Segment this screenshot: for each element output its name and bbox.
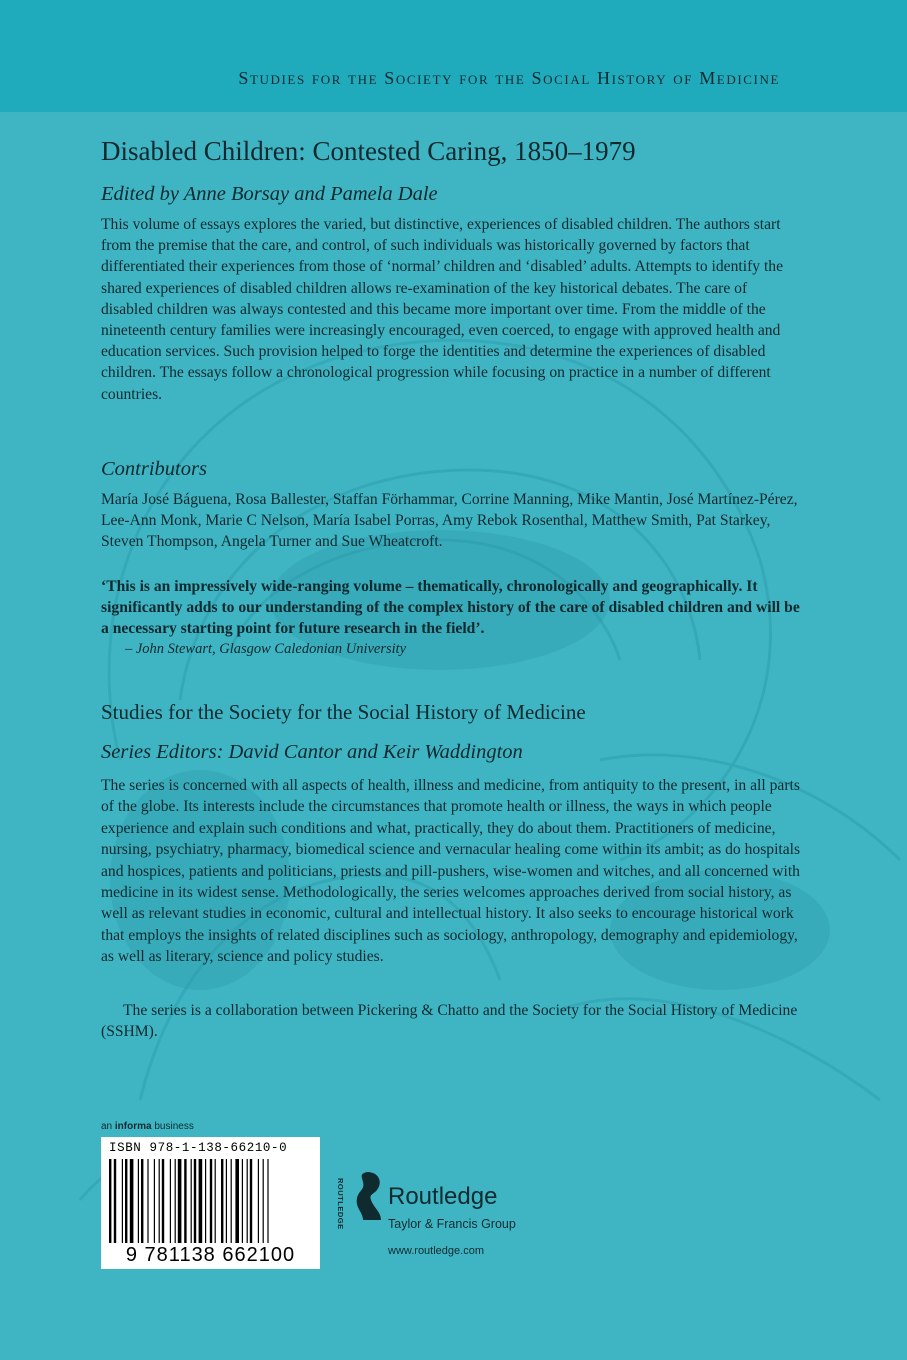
series-title: Studies for the Society for the Social History of Medicine [101,700,586,724]
series-collaboration-note: The series is a collaboration between Pickering & Chatto and the Society for the Social History of Medicine (SSHM). [101,1002,798,1041]
barcode-bars [109,1159,312,1243]
barcode-bar [235,1159,239,1243]
barcode-bar [130,1159,134,1243]
book-editors: Edited by Anne Borsay and Pamela Dale [101,183,438,205]
endorsement-quote: ‘This is an impressively wide-ranging volume – thematically, chronologically and geographically. It significantly adds to our understanding of the complex history of the care of disabled children and will be a necessary starting point for future research in the field’. [101,578,800,638]
barcode-bar [210,1159,212,1243]
barcode-bar [109,1159,111,1243]
barcode-bar [247,1159,248,1243]
isbn-label: ISBN 978-1-138-66210-0 [109,1141,288,1155]
barcode-bar [191,1159,192,1243]
routledge-logo-icon [341,1168,385,1224]
barcode-bar [258,1159,259,1243]
barcode-bar [114,1159,116,1243]
series-heading: Studies for the Society for the Social History of Medicine [238,68,780,88]
book-description: This volume of essays explores the varied, but distinctive, experiences of disabled children. The authors start from the premise that the care, and control, of such individuals was historically governed by factors that differentiated their experiences from those of ‘normal’ children and ‘disabled’ adults. Attempts to identify the shared experiences of disabled children allows re-examination of the key historical debates. The care of disabled children was always contested and this became more important over time. From the middle of the nineteenth century families were increasingly encouraged, even coerced, to engage with approved health and education services. Such provision helped to forge the identities and determine the experiences of disabled children. The essays follow a chronological progression while focusing on practice in a number of different countries. [101,216,784,403]
contributors-heading: Contributors [101,458,207,480]
header-band [0,0,907,112]
barcode-bar [170,1159,171,1243]
barcode-bar [242,1159,243,1243]
barcode-bar [205,1159,206,1243]
isbn-digits: 9 781138 662100 [125,1244,296,1266]
contributors-list: María José Báguena, Rosa Ballester, Staffan Förhammar, Corrine Manning, Mike Mantin, José Martínez-Pérez, Lee-Ann Monk, Marie C Nelson, María Isabel Porras, Amy Rebok Rosenthal, Matthew Smith, Pat Starkey, Steven Thompson, Angela Turner and Sue Wheatcroft. [101,491,798,551]
barcode-bar [141,1159,143,1243]
informa-business-label [101,1121,194,1132]
barcode-bar [175,1159,176,1243]
barcode-bar [147,1159,148,1243]
barcode-bar [184,1159,186,1243]
informa-prefix: an [101,1121,115,1132]
barcode-bar [250,1159,252,1243]
book-title: Disabled Children: Contested Caring, 1850–1979 [101,136,636,166]
endorsement-attribution: – John Stewart, Glasgow Caledonian University [125,641,407,657]
barcode-bar [154,1159,155,1243]
isbn-barcode [101,1137,320,1269]
barcode-bar [159,1159,160,1243]
barcode-bar [162,1159,164,1243]
barcode-bar [125,1159,127,1243]
barcode-bar [231,1159,232,1243]
publisher-name: Routledge [388,1183,498,1210]
barcode-bar [267,1159,268,1243]
series-description: The series is concerned with all aspects of health, illness and medicine, from antiquity to the present, in all parts of the globe. Its interests include the circumstances that promote health or illness, the ways in which people experience and explain such conditions and what, practically, they do about them. Practitioners of medicine, nursing, psychiatry, pharmacy, biomedical science and vernacular healing come within its ambit; as do hospitals and hospices, patients and politicians, priests and pill-pushers, wise-women and witches, and all concerned with medicine in its widest sense. Methodologically, the series welcomes approaches derived from social history, as well as relevant studies in economic, cultural and intellectual history. It also seeks to encourage historical work that employs the insights of related disciplines such as sociology, anthropology, demography and epidemiology, as well as literary, science and policy studies. [101,777,801,966]
publisher-vertical-mark: ROUTLEDGE [336,1178,345,1230]
publisher-group: Taylor & Francis Group [388,1217,516,1231]
informa-suffix: business [151,1121,194,1132]
barcode-bar [221,1159,223,1243]
barcode-bar [138,1159,139,1243]
barcode-bar [226,1159,227,1243]
publisher-url: www.routledge.com [388,1245,484,1257]
barcode-bar [122,1159,123,1243]
barcode-bar [263,1159,264,1243]
barcode-bar [178,1159,182,1243]
barcode-bar [199,1159,203,1243]
barcode-bar [194,1159,196,1243]
informa-brand: informa [114,1121,152,1132]
series-editors: Series Editors: David Cantor and Keir Waddington [101,741,523,763]
barcode-bar [215,1159,216,1243]
